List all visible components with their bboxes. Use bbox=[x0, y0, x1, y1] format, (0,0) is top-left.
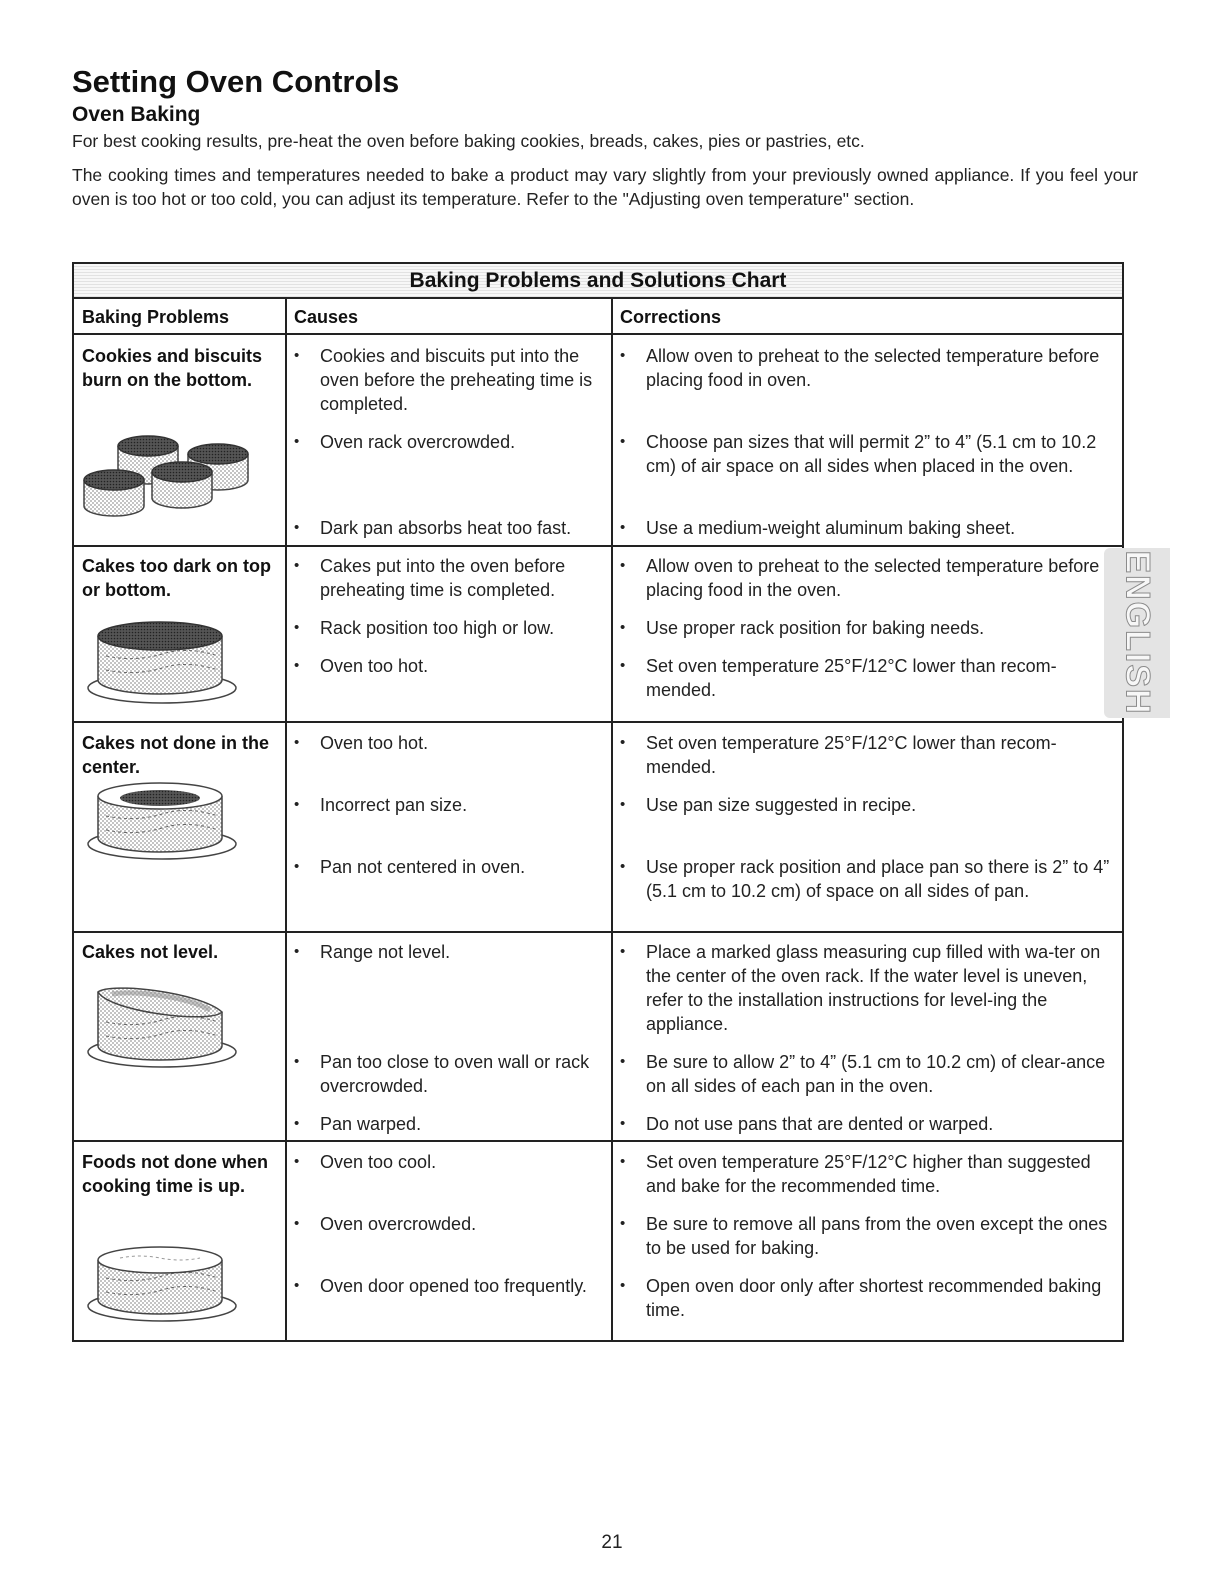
page-title: Setting Oven Controls bbox=[72, 64, 400, 99]
dark-cake-icon bbox=[80, 616, 242, 708]
header-baking-problems: Baking Problems bbox=[74, 299, 286, 335]
problem-label: Cakes too dark on top or bottom. bbox=[82, 556, 272, 600]
chart-title: Baking Problems and Solutions Chart bbox=[74, 264, 1122, 299]
row-divider bbox=[74, 1140, 1122, 1142]
row-divider bbox=[74, 545, 1122, 547]
cause-item: • Oven door opened too frequently. bbox=[320, 1274, 605, 1298]
cause-item: • Oven overcrowded. bbox=[320, 1212, 605, 1236]
correction-item: • Do not use pans that are dented or warped. bbox=[646, 1112, 1124, 1136]
cause-item: • Oven too hot. bbox=[320, 654, 605, 678]
correction-item: • Use pan size suggested in recipe. bbox=[646, 793, 1124, 817]
correction-item: • Open oven door only after shortest recommended baking time. bbox=[646, 1274, 1124, 1322]
row-divider bbox=[74, 721, 1122, 723]
cause-item: • Oven too hot. bbox=[320, 731, 605, 755]
cause-item: • Cookies and biscuits put into the oven before the preheating time is completed. bbox=[320, 344, 605, 416]
cause-item: • Oven too cool. bbox=[320, 1150, 605, 1174]
cause-item: • Dark pan absorbs heat too fast. bbox=[320, 516, 605, 540]
correction-item: • Use proper rack position and place pan so there is 2” to 4” (5.1 cm to 10.2 cm) of space on all sides of pan. bbox=[646, 855, 1124, 903]
row-divider bbox=[74, 931, 1122, 933]
problem-label: Cakes not done in the center. bbox=[82, 733, 270, 777]
cause-item: • Pan too close to oven wall or rack overcrowded. bbox=[320, 1050, 605, 1098]
correction-item: • Choose pan sizes that will permit 2” to 4” (5.1 cm to 10.2 cm) of air space on all sides when placed in the oven. bbox=[646, 430, 1124, 478]
correction-item: • Place a marked glass measuring cup filled with wa-ter on the center of the oven rack. If the water level is uneven, refer to the installation instructions for level-ing the appliance. bbox=[646, 940, 1124, 1036]
column-divider bbox=[611, 299, 613, 1340]
page-number: 21 bbox=[601, 1532, 623, 1553]
correction-item: • Set oven temperature 25°F/12°C higher than suggested and bake for the recommended time. bbox=[646, 1150, 1124, 1198]
correction-item: • Set oven temperature 25°F/12°C lower than recom-mended. bbox=[646, 654, 1124, 702]
cause-item: • Cakes put into the oven before preheating time is completed. bbox=[320, 554, 605, 602]
cause-item: • Pan warped. bbox=[320, 1112, 605, 1136]
intro-paragraph-1: For best cooking results, pre-heat the oven before baking cookies, breads, cakes, pies or pastries, etc. bbox=[72, 131, 865, 151]
correction-item: • Be sure to allow 2” to 4” (5.1 cm to 10.2 cm) of clear-ance on all sides of each pan in the oven. bbox=[646, 1050, 1124, 1098]
correction-item: • Allow oven to preheat to the selected temperature before placing food in oven. bbox=[646, 344, 1124, 392]
cause-item: • Range not level. bbox=[320, 940, 605, 964]
header-corrections: Corrections bbox=[612, 299, 1124, 335]
language-side-tab bbox=[1104, 548, 1170, 718]
problem-label: Cakes not level. bbox=[82, 942, 219, 962]
baking-problems-chart bbox=[72, 262, 1124, 1342]
sunken-cake-icon bbox=[80, 778, 242, 866]
section-subtitle: Oven Baking bbox=[72, 103, 201, 126]
cookies-icon bbox=[82, 432, 250, 524]
cause-item: • Oven rack overcrowded. bbox=[320, 430, 605, 454]
language-label: ENGLISH bbox=[1118, 550, 1157, 716]
problem-label: Cookies and biscuits burn on the bottom. bbox=[82, 346, 263, 390]
pale-cake-icon bbox=[80, 1244, 242, 1328]
cause-item: • Incorrect pan size. bbox=[320, 793, 605, 817]
correction-item: • Allow oven to preheat to the selected temperature before placing food in the oven. bbox=[646, 554, 1124, 602]
intro-paragraph-2: The cooking times and temperatures needed to bake a product may vary slightly from your previously owned appliance. If you feel your oven is too hot or too cold, you can adjust its temperature. Refer to the "Adjusting oven temperature" section. bbox=[72, 165, 1138, 209]
correction-item: • Set oven temperature 25°F/12°C lower than recom-mended. bbox=[646, 731, 1124, 779]
header-causes: Causes bbox=[286, 299, 612, 335]
cause-item: • Pan not centered in oven. bbox=[320, 855, 605, 879]
column-divider bbox=[285, 299, 287, 1340]
correction-item: • Use a medium-weight aluminum baking sheet. bbox=[646, 516, 1124, 540]
correction-item: • Be sure to remove all pans from the oven except the ones to be used for baking. bbox=[646, 1212, 1124, 1260]
tilted-cake-icon bbox=[80, 982, 242, 1074]
problem-label: Foods not done when cooking time is up. bbox=[82, 1152, 268, 1196]
cause-item: • Rack position too high or low. bbox=[320, 616, 605, 640]
correction-item: • Use proper rack position for baking needs. bbox=[646, 616, 1124, 640]
